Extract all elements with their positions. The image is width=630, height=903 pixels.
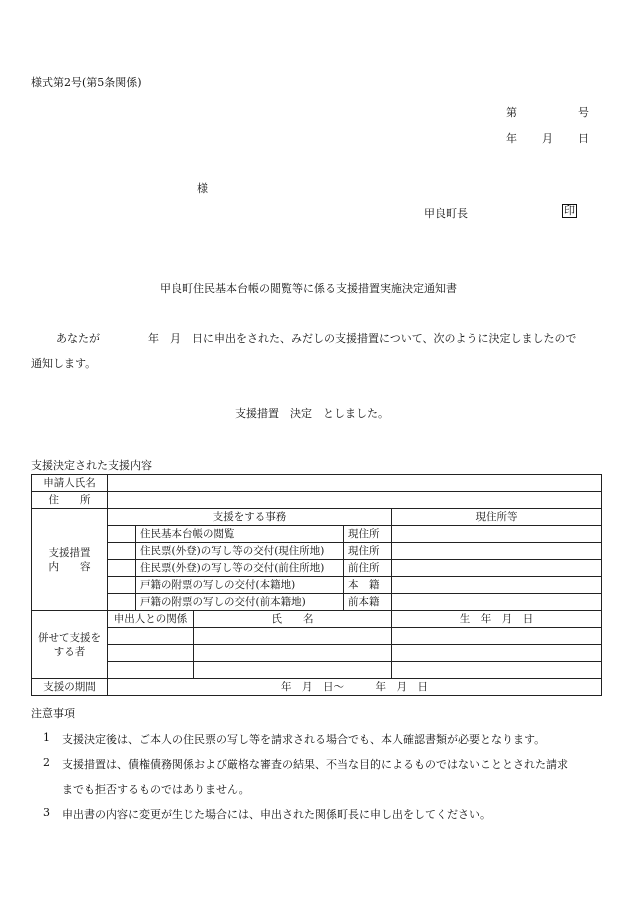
table-row — [32, 560, 602, 577]
task-header: 支援をする事務 — [108, 509, 392, 526]
relation-field[interactable] — [108, 628, 194, 645]
joint-name-field[interactable] — [194, 628, 392, 645]
date-day: 日 — [578, 132, 589, 145]
task-checkbox-cell[interactable] — [108, 526, 136, 543]
birthdate-field[interactable] — [392, 645, 602, 662]
date-month: 月 — [542, 132, 553, 145]
joint-support-label: 併せて支援を する者 — [32, 611, 108, 679]
body-text-part3: 通知します。 — [31, 357, 97, 370]
table-row — [32, 645, 602, 662]
date-year: 年 — [506, 132, 517, 145]
task-address-field[interactable] — [392, 543, 602, 560]
note-number: 3 — [43, 806, 50, 819]
current-address-header: 現住所等 — [392, 509, 602, 526]
table-caption: 支援決定された支援内容 — [31, 459, 152, 472]
table-row — [32, 594, 602, 611]
sender-name: 甲良町長 — [424, 207, 468, 220]
note-text: 支援決定後は、ご本人の住民票の写し等を請求される場合でも、本人確認書類が必要となります。 — [62, 733, 546, 746]
birthdate-header: 生 年 月 日 — [392, 611, 602, 628]
seal-mark: 印 — [564, 204, 575, 217]
task-label: 住民票(外登)の写し等の交付(前住所地) — [136, 560, 344, 577]
applicant-name-label: 申請人氏名 — [32, 475, 108, 492]
relation-header: 申出人との関係 — [108, 611, 194, 628]
note-text-continued: までも拒否するものではありません。 — [62, 783, 250, 796]
document-title: 甲良町住民基本台帳の閲覧等に係る支援措置実施決定通知書 — [160, 282, 457, 295]
task-label: 戸籍の附票の写しの交付(本籍地) — [136, 577, 344, 594]
table-row — [32, 475, 602, 492]
body-text-part1: あなたが — [56, 332, 100, 345]
task-address-type: 本 籍 — [344, 577, 392, 594]
document-number-go: 号 — [578, 106, 589, 119]
support-details-table — [31, 474, 602, 696]
task-checkbox-cell[interactable] — [108, 577, 136, 594]
support-content-label: 支援措置 内 容 — [32, 509, 108, 611]
task-address-type: 前本籍 — [344, 594, 392, 611]
joint-name-field[interactable] — [194, 662, 392, 679]
table-row — [32, 577, 602, 594]
note-text: 支援措置は、債権債務関係および厳格な審査の結果、不当な目的によるものではないこととされた請求 — [62, 758, 568, 771]
task-address-field[interactable] — [392, 526, 602, 543]
name-header: 氏 名 — [194, 611, 392, 628]
task-checkbox-cell[interactable] — [108, 594, 136, 611]
table-row — [32, 492, 602, 509]
body-text-part2: 年 月 日に申出をされた、みだしの支援措置について、次のように決定しましたので — [148, 332, 577, 345]
task-label: 戸籍の附票の写しの交付(前本籍地) — [136, 594, 344, 611]
table-row — [32, 679, 602, 696]
address-field[interactable] — [108, 492, 602, 509]
joint-name-field[interactable] — [194, 645, 392, 662]
task-address-field[interactable] — [392, 577, 602, 594]
relation-field[interactable] — [108, 645, 194, 662]
document-number-dai: 第 — [506, 106, 517, 119]
note-text: 申出書の内容に変更が生じた場合には、申出された関係町長に申し出をしてください。 — [62, 808, 491, 821]
task-checkbox-cell[interactable] — [108, 543, 136, 560]
decision-text: 支援措置 決定 としました。 — [235, 407, 389, 420]
support-period-field[interactable]: 年 月 日〜 年 月 日 — [108, 679, 602, 696]
table-row — [32, 509, 602, 526]
birthdate-field[interactable] — [392, 628, 602, 645]
note-number: 1 — [43, 731, 50, 744]
notes-title: 注意事項 — [31, 707, 75, 720]
task-address-type: 現住所 — [344, 526, 392, 543]
addressee-suffix: 様 — [197, 182, 208, 195]
table-row — [32, 543, 602, 560]
table-row — [32, 662, 602, 679]
support-period-label: 支援の期間 — [32, 679, 108, 696]
task-label: 住民票(外登)の写し等の交付(現住所地) — [136, 543, 344, 560]
table-row — [32, 611, 602, 628]
form-number-label: 様式第2号(第5条関係) — [31, 76, 142, 89]
task-checkbox-cell[interactable] — [108, 560, 136, 577]
table-row — [32, 526, 602, 543]
table-row — [32, 628, 602, 645]
task-address-type: 前住所 — [344, 560, 392, 577]
task-address-field[interactable] — [392, 594, 602, 611]
applicant-name-field[interactable] — [108, 475, 602, 492]
birthdate-field[interactable] — [392, 662, 602, 679]
address-label: 住 所 — [32, 492, 108, 509]
note-number: 2 — [43, 756, 50, 769]
task-label: 住民基本台帳の閲覧 — [136, 526, 344, 543]
task-address-field[interactable] — [392, 560, 602, 577]
relation-field[interactable] — [108, 662, 194, 679]
task-address-type: 現住所 — [344, 543, 392, 560]
